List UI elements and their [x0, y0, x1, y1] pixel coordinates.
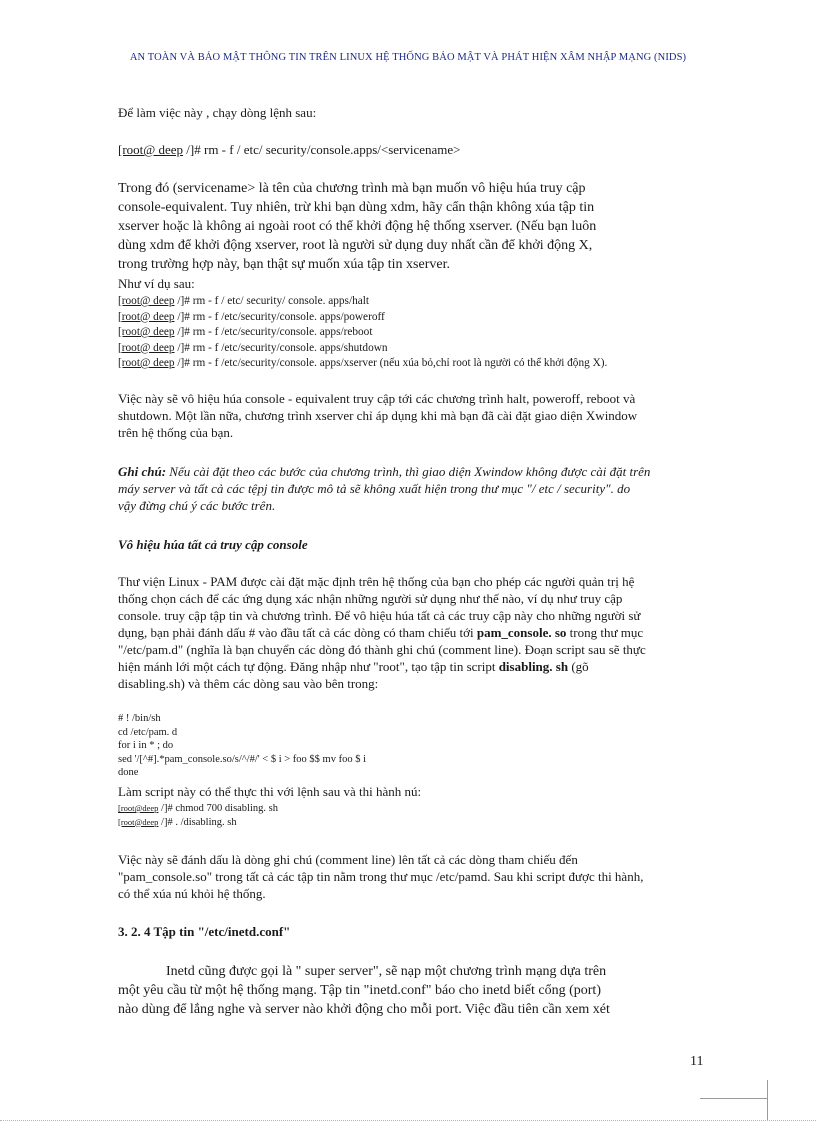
text-line: console. truy cập tập tin và chương trình. Để vô hiệu húa tất cả các truy cập này cho những người sử: [118, 608, 641, 623]
text-line: nào dùng để lắng nghe và server nào khởi động cho mỗi port. Việc đầu tiên cần xem xét: [118, 1002, 610, 1017]
run-heading: Làm script này có thể thực thi với lệnh sau và thi hành nú:: [118, 784, 422, 799]
command-text: /]# rm - f / etc/ security/console.apps/<servicename>: [183, 142, 461, 157]
page-header: AN TOÀN VÀ BẢO MẬT THÔNG TIN TRÊN LINUX HỆ THỐNG BẢO MẬT VÀ PHÁT HIỆN XÂM NHẬP MẠNG (NIDS): [129, 52, 687, 63]
code-line: for i in * ; do: [118, 740, 174, 751]
explain-paragraph: [118, 179, 670, 274]
text-line: shutdown. Một lần nữa, chương trình xserver chỉ áp dụng khi mà bạn đã cài đặt giao diện Xwindow: [118, 408, 638, 423]
intro-command: [118, 141, 698, 158]
text-line: disabling.sh) và thêm các dòng sau vào bên trong:: [118, 676, 379, 691]
code-line: done: [118, 767, 139, 778]
code-line: sed '/[^#].*pam_console.so/s/^/#/' < $ i > foo $$ mv foo $ i: [118, 753, 367, 765]
script-block: [118, 712, 698, 780]
text-line: một yêu cầu từ một hệ thống mạng. Tập tin "inetd.conf" báo cho inetd biết cổng (port): [118, 983, 601, 998]
command-prompt: [root@deep: [118, 816, 159, 827]
command-prompt: [root@ deep: [118, 326, 175, 338]
page-bottom-border: [0, 1120, 816, 1121]
code-line: [root@deep /]# . /disabling. sh: [118, 816, 237, 828]
run-commands: [118, 802, 698, 829]
text-line: "/etc/pam.d" (nghĩa là bạn chuyển các dòng đó thành ghi chú (comment line). Đoạn script sau sẽ thực: [118, 642, 646, 657]
command-prompt: [root@ deep: [118, 142, 184, 157]
example-line: [root@ deep /]# rm - f /etc/security/console. apps/shutdown: [118, 341, 388, 354]
text-line: trên hệ thống của bạn.: [118, 425, 234, 440]
command-prompt: [root@ deep: [118, 341, 175, 354]
text-line: vậy đừng chú ý các bước trên.: [118, 498, 276, 513]
inetd-paragraph: [118, 962, 698, 1019]
example-line: [root@ deep /]# rm - f / etc/ security/ console. apps/halt: [118, 295, 370, 307]
text-line: Trong đó (servicename> là tên của chương trình mà bạn muốn vô hiệu húa truy cập: [118, 181, 586, 196]
example-line: [root@ deep /]# rm - f /etc/security/console. apps/poweroff: [118, 310, 385, 323]
note-paragraph: Ghi chú: Nếu cài đặt theo các bước của chương trình, thì giao diện Xwindow không được cài đặt trên máy server và tất cả các tệpj tin được mô tả sẽ không xuất hiện trong thư mục "/ etc / security". do vậy đừng chú ý các bước trên.: [118, 463, 698, 514]
code-line: cd /etc/pam. d: [118, 726, 178, 738]
example-line: [root@ deep /]# rm - f /etc/security/console. apps/reboot: [118, 326, 373, 338]
subsection-heading: 3. 2. 4 Tập tin "/etc/inetd.conf": [118, 924, 291, 939]
text-line: Thư viện Linux - PAM được cài đặt mặc định trên hệ thống của bạn cho phép các người quản trị hệ: [118, 574, 635, 589]
example-line: [root@ deep /]# rm - f /etc/security/console. apps/xserver (nếu xúa bỏ,chỉ root là người có thể khởi động X).: [118, 357, 608, 369]
code-line: # ! /bin/sh: [118, 713, 161, 724]
command-prompt: [root@deep: [118, 803, 159, 813]
text-line: Việc này sẽ đánh dấu là dòng ghi chú (comment line) lên tất cả các dòng tham chiếu đến: [118, 852, 578, 867]
command-prompt: [root@ deep: [118, 295, 175, 307]
intro-line: Để làm việc này , chạy dòng lệnh sau:: [118, 105, 317, 120]
examples-list: [118, 294, 698, 372]
note-label: Ghi chú:: [118, 464, 167, 479]
text-line: xserver hoặc là không ai ngoài root có thể khởi động hệ thống xserver. (Nếu bạn luôn: [118, 219, 597, 234]
code-line: [root@deep /]# chmod 700 disabling. sh: [118, 803, 278, 814]
corner-rule: [700, 1098, 768, 1099]
result-paragraph: [118, 851, 698, 902]
examples-heading: Như ví dụ sau:: [118, 276, 195, 291]
script-filename: disabling. sh: [498, 659, 569, 674]
text-line: máy server và tất cả các tệpj tin được mô tả sẽ không xuất hiện trong thư mục "/ etc / security". do: [118, 481, 631, 496]
corner-rule: [767, 1080, 768, 1120]
text-line: có thể xúa nú khỏi hệ thống.: [118, 886, 266, 901]
disable-paragraph: [118, 390, 698, 441]
command-prompt: [root@ deep: [118, 357, 175, 369]
text-line: thống chọn cách để các ứng dụng xác nhận những người sử dụng như thế nào, ví dụ như truy cập: [118, 591, 623, 606]
pam-console-file: pam_console. so: [476, 625, 567, 640]
page-number: 11: [690, 1054, 704, 1069]
text-line: trong trường hợp này, bạn thật sự muốn xúa tập tin xserver.: [118, 257, 450, 272]
text-line: console-equivalent. Tuy nhiên, trừ khi bạn dùng xdm, hãy cẩn thận không xúa tập tin: [118, 200, 595, 215]
text-line: Việc này sẽ vô hiệu húa console - equivalent truy cập tới các chương trình halt, poweroff, reboot và: [118, 391, 636, 406]
pam-paragraph: Thư viện Linux - PAM được cài đặt mặc định trên hệ thống của bạn cho phép các người quản trị hệ thống chọn cách để các ứng dụng xác nhận những người sử dụng như thế nào, ví dụ như truy cập console. truy cập tập tin và chương trình. Để vô hiệu húa tất cả các truy cập này cho những người sử dụng, bạn phải đánh dấu # vào đầu tất cả các dòng có tham chiếu tới pam_console. so trong thư mục "/etc/pam.d" (nghĩa là bạn chuyển các dòng đó thành ghi chú (comment line). Đoạn script sau sẽ thực hiện mánh lới một cách tự động. Đăng nhập như "root", tạo tập tin script disabling. sh (gõ disabling.sh) và thêm các dòng sau vào bên trong:: [118, 573, 698, 692]
text-line: Inetd cũng được gọi là " super server", sẽ nạp một chương trình mạng dựa trên: [166, 964, 607, 979]
text-line: "pam_console.so" trong tất cả các tập tin nằm trong thư mục /etc/pamd. Sau khi script được thi hành,: [118, 869, 644, 884]
command-prompt: [root@ deep: [118, 310, 175, 323]
text-line: dùng xdm để khởi động xserver, root là người sử dụng duy nhất cần để khởi động X,: [118, 238, 593, 253]
section-heading: Vô hiệu húa tất cả truy cập console: [118, 537, 308, 552]
